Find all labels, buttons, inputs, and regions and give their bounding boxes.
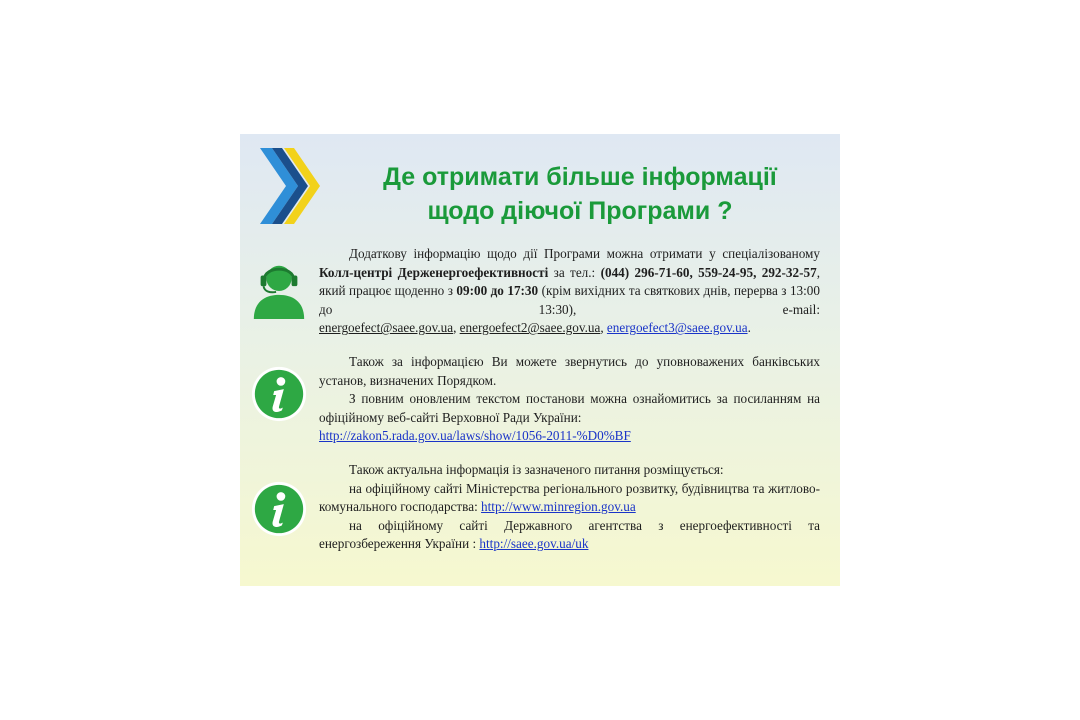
resolution-paragraph: З повним оновленим текстом постанови можна ознайомитись за посиланням на офіційному веб-сайті Верховної Ради України:	[319, 391, 820, 425]
block1-intro: Додаткову інформацію щодо дії Програми можна отримати у спеціалізованому	[349, 246, 820, 261]
call-center-info	[319, 245, 820, 338]
separator: ,	[600, 320, 607, 336]
title-line-2: щодо діючої Програми ?	[427, 197, 733, 225]
minregion-text: на офіційному сайті Міністерства регіонального розвитку, будівництва та житлово-комунального господарства:	[319, 480, 820, 515]
email-link-2[interactable]: energoefect2@saee.gov.ua	[459, 320, 601, 336]
sites-info	[319, 461, 820, 554]
sites-intro: Також актуальна інформація із зазначеного питання розміщується:	[349, 462, 724, 477]
working-hours: 09:00 до 17:30	[456, 283, 539, 299]
rada-link[interactable]: http://zakon5.rada.gov.ua/laws/show/1056-2011-%D0%BF	[319, 428, 631, 444]
page-title	[340, 160, 820, 228]
tel-prefix: за тел.:	[553, 264, 596, 280]
saee-link[interactable]: http://saee.gov.ua/uk	[479, 536, 589, 552]
chevron-logo-icon	[258, 142, 320, 230]
slide	[240, 134, 840, 586]
info-icon	[250, 479, 308, 539]
period: .	[747, 320, 751, 336]
works-text: , який працює щоденно з	[319, 264, 820, 299]
banks-paragraph: Також за інформацією Ви можете звернутись до уповноважених банківських установ, визначених Порядком.	[319, 354, 820, 388]
saee-text: на офіційному сайті Державного агентства з енергоефективності та енергозбереження України :	[319, 517, 820, 552]
phone-numbers: (044) 296-71-60, 559-24-95, 292-32-57	[600, 264, 817, 280]
bank-info	[319, 353, 820, 446]
separator: ,	[453, 320, 460, 336]
minregion-link[interactable]: http://www.minregion.gov.ua	[481, 499, 636, 515]
email-link-1[interactable]: energoefect@saee.gov.ua	[319, 320, 454, 336]
title-line-1: Де отримати більше інформації	[383, 163, 777, 191]
call-center-operator-icon	[250, 260, 308, 320]
except-text: (крім вихідних та святкових днів, перерва з 13:00 до 13:30), e-mail:	[319, 283, 820, 317]
info-icon	[250, 364, 308, 424]
call-center-name: Колл-центрі Держенергоефективності	[319, 264, 549, 280]
email-link-3[interactable]: energoefect3@saee.gov.ua	[606, 320, 748, 336]
